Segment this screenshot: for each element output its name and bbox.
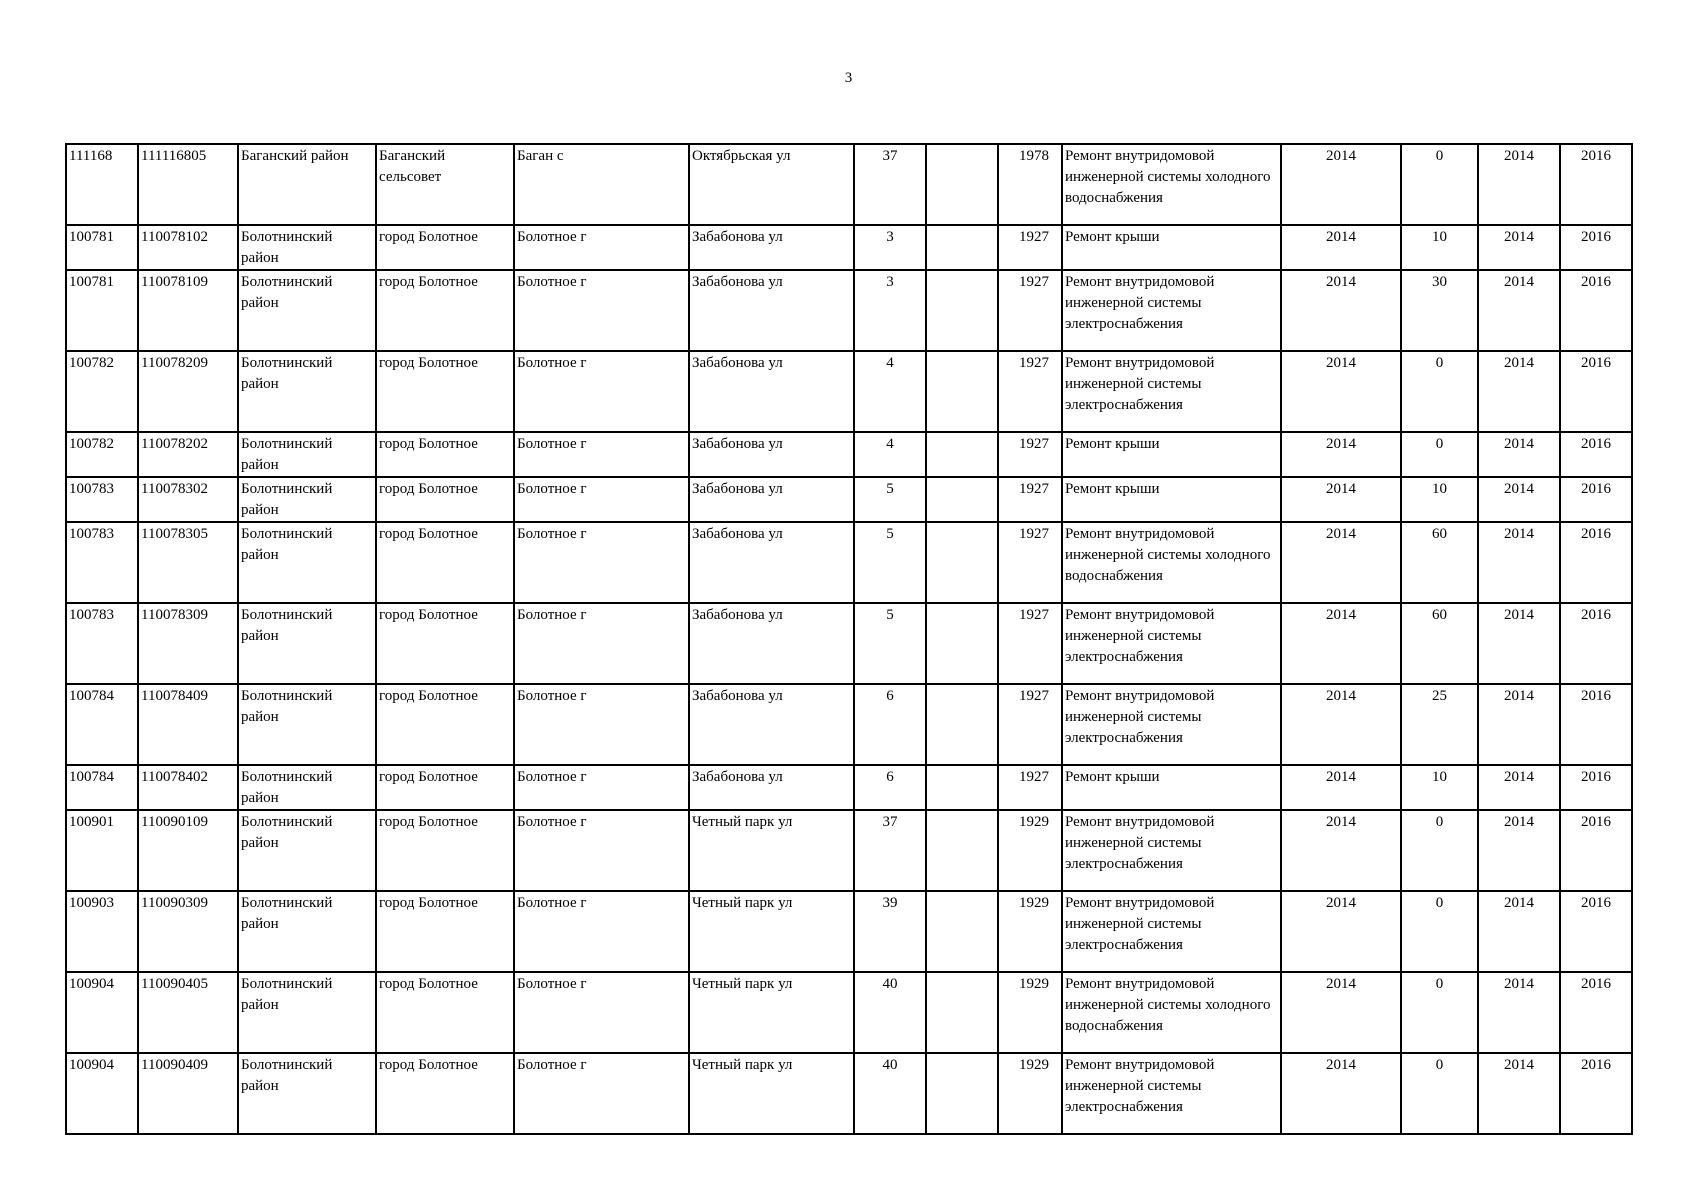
cell-building [926,270,998,351]
cell-year-built: 1927 [998,477,1062,522]
table-row [66,765,1632,810]
cell-work-type: Ремонт крыши [1062,432,1281,477]
cell-district: Болотнинский район [238,765,376,810]
cell-district: Баганский район [238,144,376,225]
cell-code: 110078309 [138,603,238,684]
cell-house: 6 [854,684,926,765]
cell-settlement: город Болотное [376,1053,514,1134]
cell-street: Забабонова ул [689,522,854,603]
cell-street: Забабонова ул [689,684,854,765]
table-body [66,144,1632,1134]
cell-plan-year: 2014 [1281,684,1401,765]
cell-start-year: 2014 [1478,477,1560,522]
cell-end-year: 2016 [1560,684,1632,765]
cell-year-built: 1929 [998,972,1062,1053]
cell-locality: Болотное г [514,765,689,810]
cell-id: 100781 [66,225,138,270]
cell-start-year: 2014 [1478,810,1560,891]
table-row [66,603,1632,684]
cell-district: Болотнинский район [238,351,376,432]
cell-street: Забабонова ул [689,351,854,432]
cell-district: Болотнинский район [238,684,376,765]
cell-percent: 0 [1401,891,1478,972]
cell-plan-year: 2014 [1281,972,1401,1053]
cell-end-year: 2016 [1560,972,1632,1053]
cell-locality: Болотное г [514,972,689,1053]
table-row [66,1053,1632,1134]
cell-plan-year: 2014 [1281,432,1401,477]
cell-street: Забабонова ул [689,603,854,684]
cell-settlement: город Болотное [376,603,514,684]
cell-end-year: 2016 [1560,225,1632,270]
cell-street: Четный парк ул [689,810,854,891]
cell-settlement: город Болотное [376,351,514,432]
cell-percent: 0 [1401,810,1478,891]
cell-start-year: 2014 [1478,684,1560,765]
cell-street: Забабонова ул [689,765,854,810]
cell-percent: 10 [1401,765,1478,810]
cell-start-year: 2014 [1478,603,1560,684]
cell-year-built: 1927 [998,225,1062,270]
cell-start-year: 2014 [1478,144,1560,225]
table-row [66,270,1632,351]
cell-percent: 0 [1401,144,1478,225]
cell-code: 111116805 [138,144,238,225]
cell-year-built: 1927 [998,351,1062,432]
cell-percent: 0 [1401,432,1478,477]
cell-district: Болотнинский район [238,1053,376,1134]
cell-start-year: 2014 [1478,225,1560,270]
cell-plan-year: 2014 [1281,225,1401,270]
cell-percent: 0 [1401,1053,1478,1134]
cell-settlement: город Болотное [376,225,514,270]
cell-code: 110090405 [138,972,238,1053]
page-number: 3 [844,70,853,86]
cell-plan-year: 2014 [1281,1053,1401,1134]
cell-start-year: 2014 [1478,351,1560,432]
cell-id: 100783 [66,603,138,684]
cell-year-built: 1927 [998,522,1062,603]
cell-settlement: город Болотное [376,891,514,972]
cell-street: Октябрьская ул [689,144,854,225]
cell-building [926,522,998,603]
cell-settlement: город Болотное [376,270,514,351]
cell-building [926,810,998,891]
cell-code: 110078109 [138,270,238,351]
cell-code: 110078102 [138,225,238,270]
cell-work-type: Ремонт внутридомовой инженерной системы холодного водоснабжения [1062,144,1281,225]
cell-code: 110078305 [138,522,238,603]
cell-settlement: город Болотное [376,765,514,810]
cell-house: 5 [854,477,926,522]
cell-house: 40 [854,1053,926,1134]
cell-work-type: Ремонт внутридомовой инженерной системы электроснабжения [1062,1053,1281,1134]
cell-id: 100782 [66,432,138,477]
cell-work-type: Ремонт внутридомовой инженерной системы электроснабжения [1062,351,1281,432]
cell-settlement: город Болотное [376,810,514,891]
cell-building [926,432,998,477]
cell-plan-year: 2014 [1281,603,1401,684]
cell-house: 4 [854,351,926,432]
cell-id: 100784 [66,684,138,765]
cell-percent: 10 [1401,477,1478,522]
cell-building [926,1053,998,1134]
cell-id: 100782 [66,351,138,432]
cell-house: 3 [854,225,926,270]
cell-end-year: 2016 [1560,765,1632,810]
cell-locality: Болотное г [514,684,689,765]
cell-year-built: 1927 [998,603,1062,684]
cell-year-built: 1927 [998,684,1062,765]
cell-locality: Болотное г [514,225,689,270]
cell-house: 4 [854,432,926,477]
cell-settlement: город Болотное [376,432,514,477]
cell-id: 111168 [66,144,138,225]
cell-end-year: 2016 [1560,891,1632,972]
cell-locality: Болотное г [514,891,689,972]
cell-work-type: Ремонт внутридомовой инженерной системы электроснабжения [1062,684,1281,765]
cell-settlement: Баганский сельсовет [376,144,514,225]
cell-district: Болотнинский район [238,270,376,351]
cell-house: 5 [854,522,926,603]
cell-locality: Болотное г [514,1053,689,1134]
cell-work-type: Ремонт крыши [1062,477,1281,522]
cell-street: Четный парк ул [689,972,854,1053]
cell-plan-year: 2014 [1281,765,1401,810]
table-row [66,351,1632,432]
cell-start-year: 2014 [1478,1053,1560,1134]
cell-locality: Болотное г [514,270,689,351]
cell-building [926,972,998,1053]
cell-id: 100783 [66,477,138,522]
table-row [66,972,1632,1053]
cell-house: 6 [854,765,926,810]
cell-percent: 0 [1401,972,1478,1053]
cell-locality: Болотное г [514,603,689,684]
cell-plan-year: 2014 [1281,270,1401,351]
cell-building [926,225,998,270]
cell-locality: Болотное г [514,351,689,432]
cell-year-built: 1927 [998,765,1062,810]
cell-id: 100904 [66,972,138,1053]
cell-house: 39 [854,891,926,972]
cell-end-year: 2016 [1560,144,1632,225]
cell-settlement: город Болотное [376,477,514,522]
cell-work-type: Ремонт крыши [1062,225,1281,270]
cell-start-year: 2014 [1478,972,1560,1053]
cell-building [926,891,998,972]
cell-year-built: 1927 [998,432,1062,477]
cell-year-built: 1929 [998,1053,1062,1134]
cell-locality: Болотное г [514,522,689,603]
cell-code: 110090309 [138,891,238,972]
repair-schedule-table [65,143,1633,1135]
cell-house: 37 [854,810,926,891]
cell-district: Болотнинский район [238,225,376,270]
cell-settlement: город Болотное [376,972,514,1053]
cell-street: Четный парк ул [689,891,854,972]
cell-id: 100904 [66,1053,138,1134]
cell-plan-year: 2014 [1281,810,1401,891]
cell-percent: 60 [1401,522,1478,603]
cell-work-type: Ремонт крыши [1062,765,1281,810]
cell-house: 3 [854,270,926,351]
cell-start-year: 2014 [1478,891,1560,972]
cell-end-year: 2016 [1560,432,1632,477]
cell-settlement: город Болотное [376,684,514,765]
cell-percent: 0 [1401,351,1478,432]
cell-district: Болотнинский район [238,891,376,972]
cell-building [926,144,998,225]
cell-end-year: 2016 [1560,351,1632,432]
cell-locality: Баган с [514,144,689,225]
cell-percent: 60 [1401,603,1478,684]
cell-percent: 10 [1401,225,1478,270]
cell-street: Забабонова ул [689,270,854,351]
cell-work-type: Ремонт внутридомовой инженерной системы электроснабжения [1062,810,1281,891]
cell-year-built: 1929 [998,891,1062,972]
cell-district: Болотнинский район [238,810,376,891]
cell-building [926,765,998,810]
cell-building [926,477,998,522]
cell-id: 100901 [66,810,138,891]
cell-street: Четный парк ул [689,1053,854,1134]
cell-work-type: Ремонт внутридомовой инженерной системы холодного водоснабжения [1062,972,1281,1053]
cell-plan-year: 2014 [1281,144,1401,225]
cell-end-year: 2016 [1560,270,1632,351]
table-row [66,684,1632,765]
table-row [66,522,1632,603]
cell-end-year: 2016 [1560,477,1632,522]
cell-year-built: 1927 [998,270,1062,351]
cell-work-type: Ремонт внутридомовой инженерной системы электроснабжения [1062,270,1281,351]
cell-code: 110078209 [138,351,238,432]
cell-district: Болотнинский район [238,477,376,522]
cell-house: 40 [854,972,926,1053]
cell-code: 110078409 [138,684,238,765]
cell-plan-year: 2014 [1281,522,1401,603]
cell-code: 110078202 [138,432,238,477]
cell-start-year: 2014 [1478,522,1560,603]
cell-street: Забабонова ул [689,477,854,522]
cell-plan-year: 2014 [1281,891,1401,972]
cell-start-year: 2014 [1478,432,1560,477]
cell-end-year: 2016 [1560,1053,1632,1134]
cell-locality: Болотное г [514,477,689,522]
cell-year-built: 1978 [998,144,1062,225]
cell-code: 110090409 [138,1053,238,1134]
cell-building [926,351,998,432]
cell-end-year: 2016 [1560,810,1632,891]
cell-code: 110078302 [138,477,238,522]
cell-house: 37 [854,144,926,225]
cell-start-year: 2014 [1478,270,1560,351]
table-row [66,810,1632,891]
cell-locality: Болотное г [514,810,689,891]
cell-locality: Болотное г [514,432,689,477]
cell-street: Забабонова ул [689,225,854,270]
cell-percent: 25 [1401,684,1478,765]
cell-start-year: 2014 [1478,765,1560,810]
cell-plan-year: 2014 [1281,477,1401,522]
cell-code: 110078402 [138,765,238,810]
cell-id: 100781 [66,270,138,351]
cell-percent: 30 [1401,270,1478,351]
cell-id: 100783 [66,522,138,603]
cell-code: 110090109 [138,810,238,891]
cell-district: Болотнинский район [238,972,376,1053]
cell-work-type: Ремонт внутридомовой инженерной системы электроснабжения [1062,603,1281,684]
cell-year-built: 1929 [998,810,1062,891]
cell-building [926,603,998,684]
cell-id: 100784 [66,765,138,810]
table-row [66,225,1632,270]
cell-id: 100903 [66,891,138,972]
cell-work-type: Ремонт внутридомовой инженерной системы электроснабжения [1062,891,1281,972]
table-row [66,891,1632,972]
table-row [66,432,1632,477]
cell-building [926,684,998,765]
cell-house: 5 [854,603,926,684]
table-row [66,144,1632,225]
cell-district: Болотнинский район [238,603,376,684]
table-row [66,477,1632,522]
cell-district: Болотнинский район [238,522,376,603]
cell-settlement: город Болотное [376,522,514,603]
cell-street: Забабонова ул [689,432,854,477]
cell-work-type: Ремонт внутридомовой инженерной системы холодного водоснабжения [1062,522,1281,603]
cell-end-year: 2016 [1560,603,1632,684]
cell-plan-year: 2014 [1281,351,1401,432]
cell-district: Болотнинский район [238,432,376,477]
cell-end-year: 2016 [1560,522,1632,603]
